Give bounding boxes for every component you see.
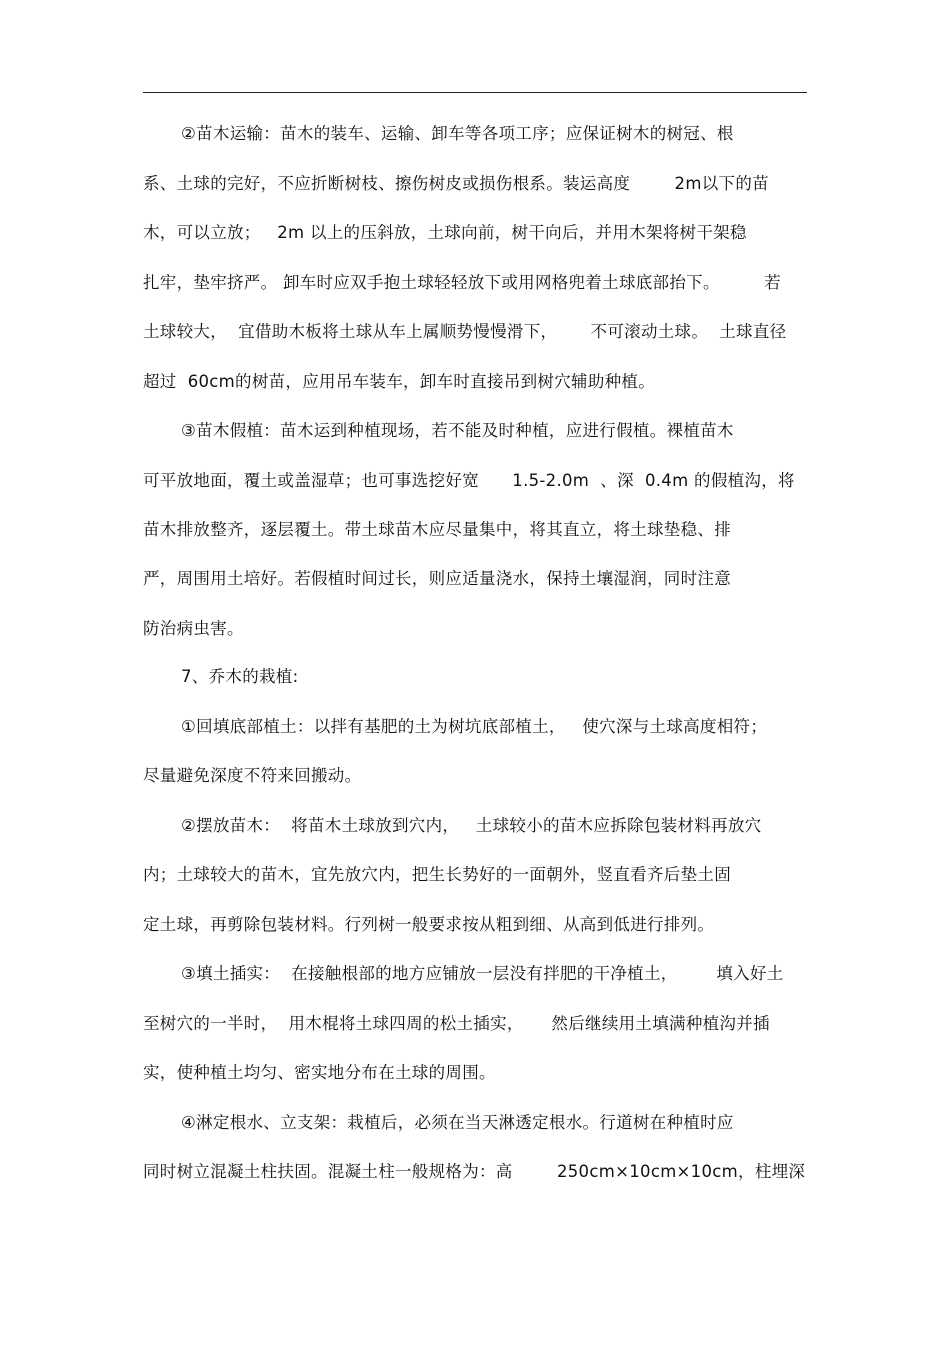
paragraph-line: 扎牢，垫牢挤严。 卸车时应双手抱土球轻轻放下或用网格兜着土球底部抬下。 若: [143, 273, 781, 292]
paragraph-line: 定土球，再剪除包装材料。行列树一般要求按从粗到细、从高到低进行排列。: [143, 915, 715, 934]
header-rule: [143, 92, 807, 93]
paragraph-line: 严，周围用土培好。若假植时间过长，则应适量浇水，保持土壤湿润，同时注意: [143, 569, 731, 588]
paragraph-line: 至树穴的一半时， 用木棍将土球四周的松土插实， 然后继续用土填满种植沟并插: [143, 1014, 770, 1033]
paragraph-line: 实，使种植土均匀、密实地分布在土球的周围。: [143, 1063, 496, 1082]
paragraph-line: ①回填底部植土：以拌有基肥的土为树坑底部植土， 使穴深与土球高度相符；: [181, 717, 768, 736]
section-heading: 7、乔木的栽植:: [181, 667, 299, 686]
paragraph-line: 超过 60cm的树苗，应用吊车装车，卸车时直接吊到树穴辅助种植。: [143, 372, 656, 391]
paragraph-line: 系、土球的完好，不应折断树枝、擦伤树皮或损伤根系。装运高度 2m以下的苗: [143, 174, 769, 193]
paragraph-line: 同时树立混凝土柱扶固。混凝土柱一般规格为：高 250cm×10cm×10cm，柱埋深: [143, 1162, 806, 1181]
paragraph-line: ④淋定根水、立支架：栽植后，必须在当天淋透定根水。行道树在种植时应: [181, 1113, 734, 1132]
paragraph-line: 土球较大， 宜借助木板将土球从车上属顺势慢慢滑下， 不可滚动土球。 土球直径: [143, 322, 787, 341]
paragraph-line: 苗木排放整齐，逐层覆土。带土球苗木应尽量集中，将其直立，将土球垫稳、排: [143, 520, 731, 539]
paragraph-line: 木，可以立放； 2m 以上的压斜放，土球向前，树干向后，并用木架将树干架稳: [143, 223, 747, 242]
paragraph-line: ③苗木假植：苗木运到种植现场，若不能及时种植，应进行假植。裸植苗木: [181, 421, 734, 440]
paragraph-line: ②摆放苗木： 将苗木土球放到穴内， 土球较小的苗木应拆除包装材料再放穴: [181, 816, 762, 835]
paragraph-line: ②苗木运输：苗木的装车、运输、卸车等各项工序；应保证树木的树冠、根: [181, 124, 734, 143]
paragraph-line: 内；土球较大的苗木，宜先放穴内，把生长势好的一面朝外，竖直看齐后垫土固: [143, 865, 731, 884]
paragraph-line: 可平放地面，覆土或盖湿草；也可事选挖好宽 1.5-2.0m 、深 0.4m 的假植沟，将: [143, 471, 795, 490]
paragraph-line: 防治病虫害。: [143, 619, 244, 638]
paragraph-line: ③填土插实： 在接触根部的地方应铺放一层没有拌肥的干净植土， 填入好土: [181, 964, 784, 983]
paragraph-line: 尽量避免深度不符来回搬动。: [143, 766, 362, 785]
